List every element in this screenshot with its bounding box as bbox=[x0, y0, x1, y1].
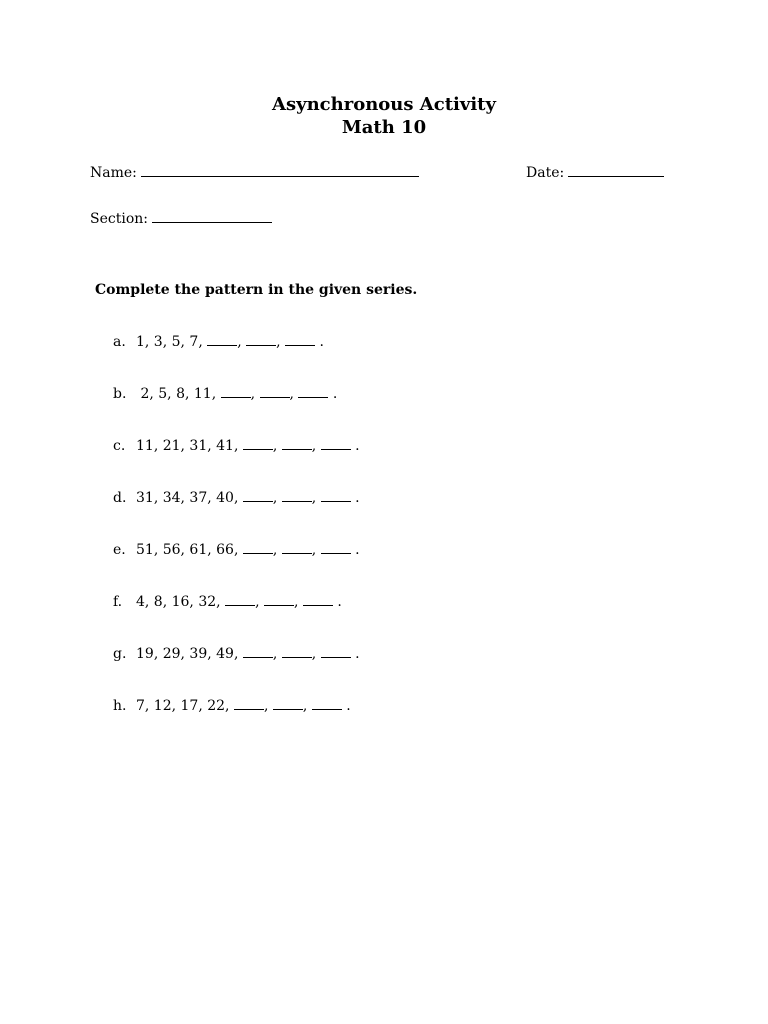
list-item: e. 51, 56, 61, 66, , , . bbox=[113, 542, 360, 558]
item-letter: c. bbox=[113, 438, 126, 454]
section-field[interactable] bbox=[90, 208, 272, 228]
answer-blank[interactable] bbox=[321, 489, 351, 502]
list-item: d. 31, 34, 37, 40, , , . bbox=[113, 490, 360, 506]
answer-blank[interactable] bbox=[285, 333, 315, 346]
answer-blank[interactable] bbox=[282, 437, 312, 450]
answer-blank[interactable] bbox=[225, 593, 255, 606]
name-label: Name: bbox=[90, 165, 137, 181]
answer-blank[interactable] bbox=[282, 489, 312, 502]
instruction-text: Complete the pattern in the given series. bbox=[95, 282, 418, 298]
answer-blank[interactable] bbox=[321, 437, 351, 450]
answer-blank[interactable] bbox=[246, 333, 276, 346]
answer-blank[interactable] bbox=[207, 333, 237, 346]
list-item: c. 11, 21, 31, 41, , , . bbox=[113, 438, 360, 454]
date-label: Date: bbox=[526, 165, 565, 181]
name-blank[interactable] bbox=[141, 162, 419, 177]
item-series: 2, 5, 8, 11, bbox=[136, 386, 217, 402]
worksheet-title: Asynchronous Activity bbox=[272, 94, 496, 115]
item-letter: b. bbox=[113, 386, 127, 402]
item-series: 1, 3, 5, 7, bbox=[136, 334, 203, 350]
answer-blank[interactable] bbox=[264, 593, 294, 606]
answer-blank[interactable] bbox=[321, 645, 351, 658]
list-item: h. 7, 12, 17, 22, , , . bbox=[113, 698, 351, 714]
answer-blank[interactable] bbox=[243, 541, 273, 554]
answer-blank[interactable] bbox=[282, 645, 312, 658]
answer-blank[interactable] bbox=[243, 645, 273, 658]
item-series: 31, 34, 37, 40, bbox=[136, 490, 239, 506]
answer-blank[interactable] bbox=[234, 697, 264, 710]
item-series: 11, 21, 31, 41, bbox=[136, 438, 239, 454]
list-item: b. 2, 5, 8, 11, , , . bbox=[113, 386, 338, 402]
item-letter: h. bbox=[113, 698, 127, 714]
item-letter: g. bbox=[113, 646, 127, 662]
item-series: 51, 56, 61, 66, bbox=[136, 542, 239, 558]
item-series: 19, 29, 39, 49, bbox=[136, 646, 239, 662]
date-blank[interactable] bbox=[568, 162, 664, 177]
item-letter: a. bbox=[113, 334, 126, 350]
item-series: 4, 8, 16, 32, bbox=[136, 594, 221, 610]
section-blank[interactable] bbox=[152, 208, 272, 223]
answer-blank[interactable] bbox=[243, 489, 273, 502]
item-letter: f. bbox=[113, 594, 123, 610]
answer-blank[interactable] bbox=[298, 385, 328, 398]
section-label: Section: bbox=[90, 211, 148, 227]
date-field[interactable] bbox=[526, 162, 664, 182]
answer-blank[interactable] bbox=[243, 437, 273, 450]
answer-blank[interactable] bbox=[282, 541, 312, 554]
name-field[interactable] bbox=[90, 162, 419, 182]
answer-blank[interactable] bbox=[303, 593, 333, 606]
answer-blank[interactable] bbox=[260, 385, 290, 398]
answer-blank[interactable] bbox=[273, 697, 303, 710]
answer-blank[interactable] bbox=[321, 541, 351, 554]
list-item: a. 1, 3, 5, 7, , , . bbox=[113, 334, 324, 350]
list-item: f. 4, 8, 16, 32, , , . bbox=[113, 594, 342, 610]
series-list bbox=[113, 333, 360, 749]
item-series: 7, 12, 17, 22, bbox=[136, 698, 230, 714]
answer-blank[interactable] bbox=[221, 385, 251, 398]
worksheet-subtitle: Math 10 bbox=[341, 117, 427, 138]
item-letter: d. bbox=[113, 490, 127, 506]
answer-blank[interactable] bbox=[312, 697, 342, 710]
list-item: g. 19, 29, 39, 49, , , . bbox=[113, 646, 360, 662]
item-letter: e. bbox=[113, 542, 126, 558]
